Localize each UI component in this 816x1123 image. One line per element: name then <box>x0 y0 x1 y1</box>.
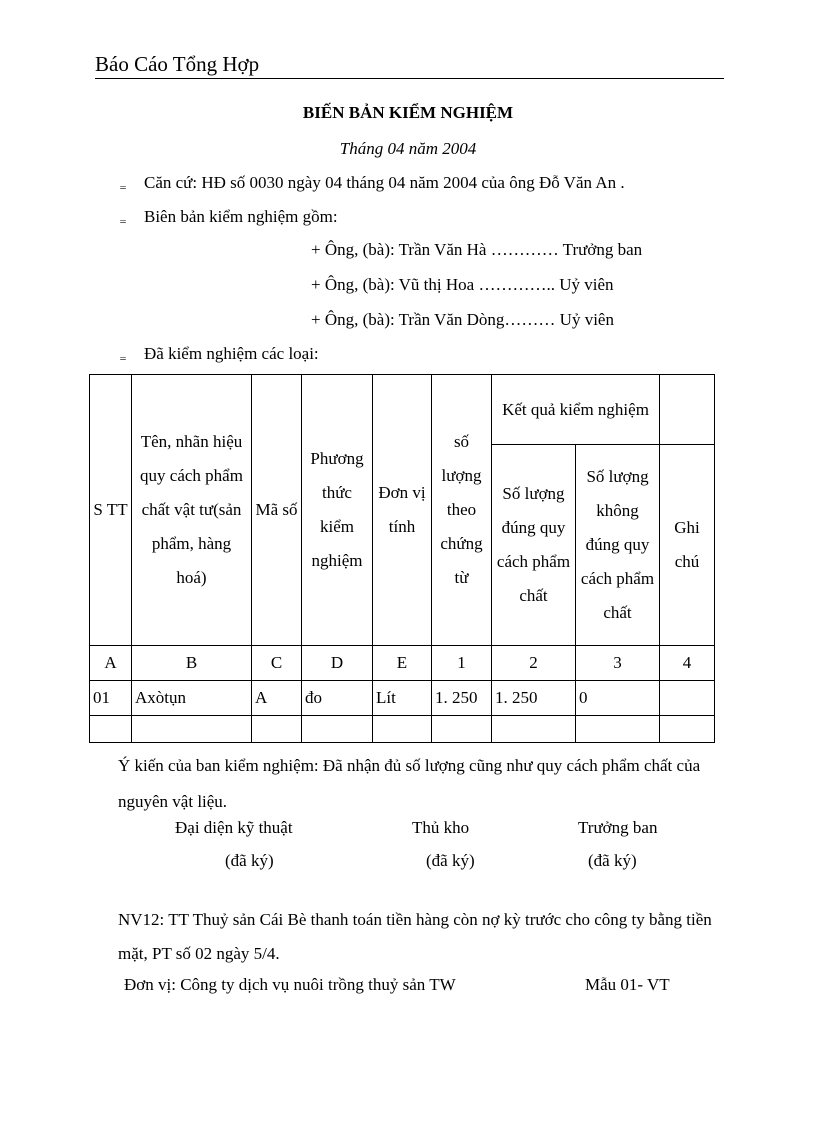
header-result-group: Kết quả kiểm nghiệm <box>492 375 660 445</box>
page-header-title: Báo Cáo Tổng Hợp <box>95 52 260 76</box>
header-rule <box>95 78 724 79</box>
header-name: Tên, nhãn hiệu quy cách phẩm chất vật tư(sản phẩm, hàng hoá) <box>132 375 252 646</box>
member-1: + Ông, (bà): Trần Văn Hà ………… Trưởng ban <box>311 240 643 259</box>
label-cell: 3 <box>576 646 660 681</box>
header-blank <box>660 375 715 445</box>
table-row-empty <box>90 716 715 743</box>
signature-status-head: (đã ký) <box>588 851 637 870</box>
signature-role-technical: Đại diện kỹ thuật <box>175 818 293 837</box>
member-2: + Ông, (bà): Vũ thị Hoa ………….. Uỷ viên <box>311 275 614 294</box>
members-intro-line <box>118 207 338 227</box>
header-qty-ok: Số lượng đúng quy cách phẩm chất <box>492 445 576 646</box>
header-unit: Đơn vị tính <box>373 375 432 646</box>
basis-text: Căn cứ: HĐ số 0030 ngày 04 tháng 04 năm 2004 của ông Đỗ Văn An . <box>144 173 625 192</box>
committee-opinion: Ý kiến của ban kiểm nghiệm: Đã nhận đủ số lượng cũng như quy cách phẩm chất của nguyên vật liệu. <box>118 756 701 811</box>
cell-stt: 01 <box>90 681 132 716</box>
cell-qty-doc: 1. 250 <box>432 681 492 716</box>
nv12-entry: NV12: TT Thuỷ sản Cái Bè thanh toán tiền hàng còn nợ kỳ trước cho công ty bằng tiền mặt, PT số 02 ngày 5/4. <box>118 910 712 963</box>
signature-status-technical: (đã ký) <box>225 851 274 870</box>
footer-form-code: Mẫu 01- VT <box>585 975 670 994</box>
document-subtitle: Tháng 04 năm 2004 <box>339 139 477 158</box>
cell-qty-not-ok: 0 <box>576 681 660 716</box>
basis-line <box>118 173 625 193</box>
member-3: + Ông, (bà): Trần Văn Dòng……… Uỷ viên <box>311 310 614 329</box>
inspected-intro-line <box>118 344 319 364</box>
signature-role-head: Trưởng ban <box>578 818 658 837</box>
cell-method: đo <box>302 681 373 716</box>
document-title: BIẾN BẢN KIỂM NGHIỆM <box>302 103 514 122</box>
table-row <box>90 681 715 716</box>
header-qty-doc: số lượng theo chứng từ <box>432 375 492 646</box>
label-cell: 2 <box>492 646 576 681</box>
inspection-table <box>89 374 715 743</box>
label-cell: 4 <box>660 646 715 681</box>
bullet-icon: ‗ <box>120 211 126 223</box>
header-method: Phương thức kiểm nghiệm <box>302 375 373 646</box>
cell-qty-ok: 1. 250 <box>492 681 576 716</box>
bullet-icon: ‗ <box>120 177 126 189</box>
cell-code: A <box>252 681 302 716</box>
header-code: Mã số <box>252 375 302 646</box>
label-cell: 1 <box>432 646 492 681</box>
label-cell: A <box>90 646 132 681</box>
label-cell: E <box>373 646 432 681</box>
signature-status-storekeeper: (đã ký) <box>426 851 475 870</box>
signature-role-storekeeper: Thủ kho <box>412 818 470 837</box>
header-stt: S TT <box>90 375 132 646</box>
cell-unit: Lít <box>373 681 432 716</box>
members-intro-text: Biên bản kiểm nghiệm gồm: <box>144 207 338 226</box>
label-cell: D <box>302 646 373 681</box>
inspected-intro-text: Đã kiểm nghiệm các loại: <box>144 344 319 363</box>
header-qty-not-ok: Số lượng không đúng quy cách phẩm chất <box>576 445 660 646</box>
bullet-icon: ‗ <box>120 348 126 360</box>
label-cell: B <box>132 646 252 681</box>
cell-name: Axòtụn <box>132 681 252 716</box>
header-note: Ghi chú <box>660 445 715 646</box>
cell-note <box>660 681 715 716</box>
footer-unit: Đơn vị: Công ty dịch vụ nuôi trồng thuỷ sản TW <box>124 975 456 994</box>
label-cell: C <box>252 646 302 681</box>
